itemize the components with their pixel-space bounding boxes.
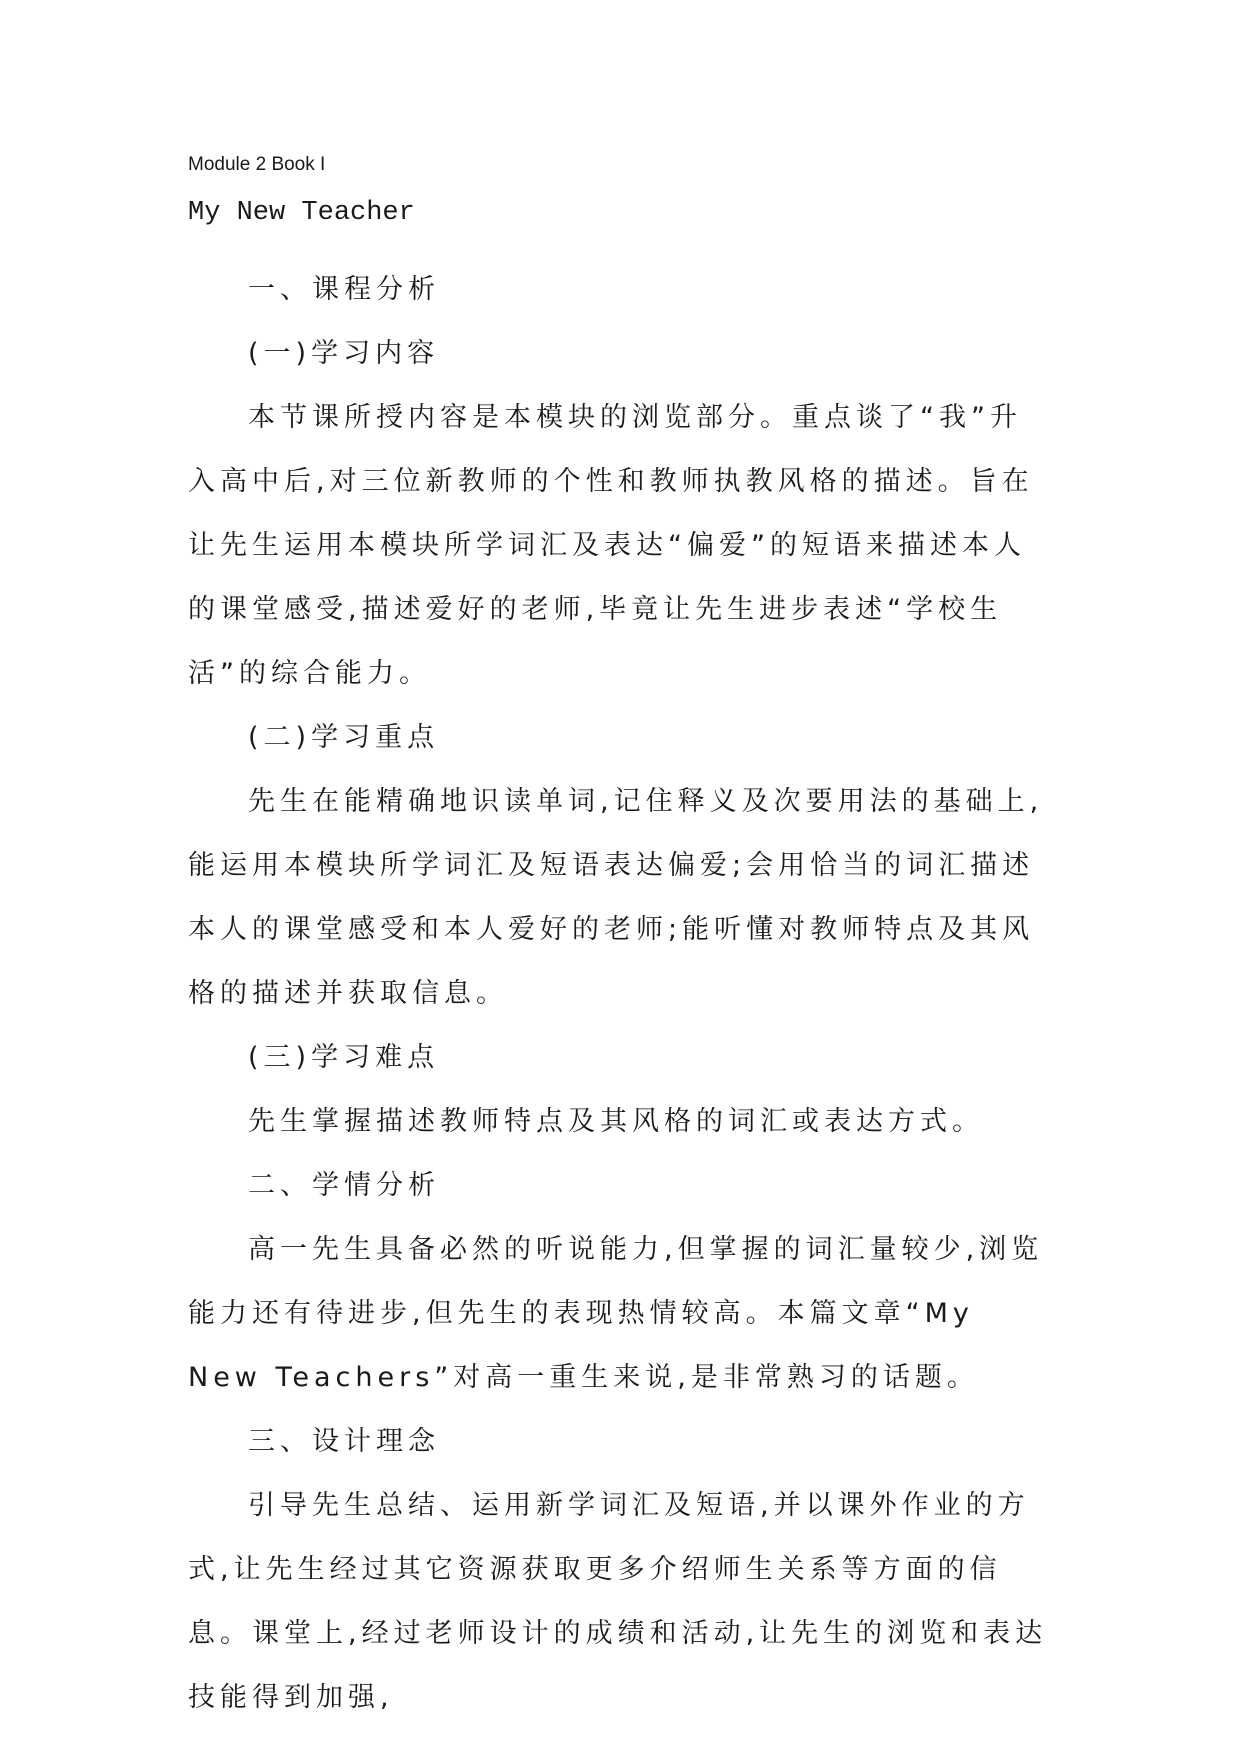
section-heading-course-analysis: 一、课程分析 xyxy=(248,274,440,305)
subheading-learning-focus: (二)学习重点 xyxy=(248,722,440,753)
subheading-learning-difficulty: (三)学习难点 xyxy=(248,1042,440,1073)
section-heading-design-concept: 三、设计理念 xyxy=(248,1426,440,1457)
document-title: My New Teacher xyxy=(188,198,415,228)
paragraph-learning-focus: 先生在能精确地识读单词,记住释义及次要用法的基础上,能运用本模块所学词汇及短语表达偏爱;会用恰当的词汇描述本人的课堂感受和本人爱好的老师;能听懂对教师特点及其风格的描述并获取信息。 xyxy=(188,786,1044,1009)
section-heading-student-analysis: 二、学情分析 xyxy=(248,1170,440,1201)
paragraph-learning-content: 本节课所授内容是本模块的浏览部分。重点谈了“我”升入高中后,对三位新教师的个性和教师执教风格的描述。旨在让先生运用本模块所学词汇及表达“偏爱”的短语来描述本人的课堂感受,描述爱好的老师,毕竟让先生进步表述“学校生活”的综合能力。 xyxy=(188,402,1034,689)
paragraph-design-concept: 引导先生总结、运用新学词汇及短语,并以课外作业的方式,让先生经过其它资源获取更多介绍师生关系等方面的信息。课堂上,经过老师设计的成绩和活动,让先生的浏览和表达技能得到加强, xyxy=(188,1490,1048,1713)
subheading-learning-content: (一)学习内容 xyxy=(248,338,440,369)
document-body xyxy=(188,258,1048,1730)
paragraph-learning-difficulty: 先生掌握描述教师特点及其风格的词汇或表达方式。 xyxy=(248,1106,984,1137)
document-header: Module 2 Book I xyxy=(188,154,326,175)
paragraph-student-analysis: 高一先生具备必然的听说能力,但掌握的词汇量较少,浏览能力还有待进步,但先生的表现热情较高。本篇文章“My New Teachers”对高一重生来说,是非常熟习的话题。 xyxy=(188,1234,1044,1393)
